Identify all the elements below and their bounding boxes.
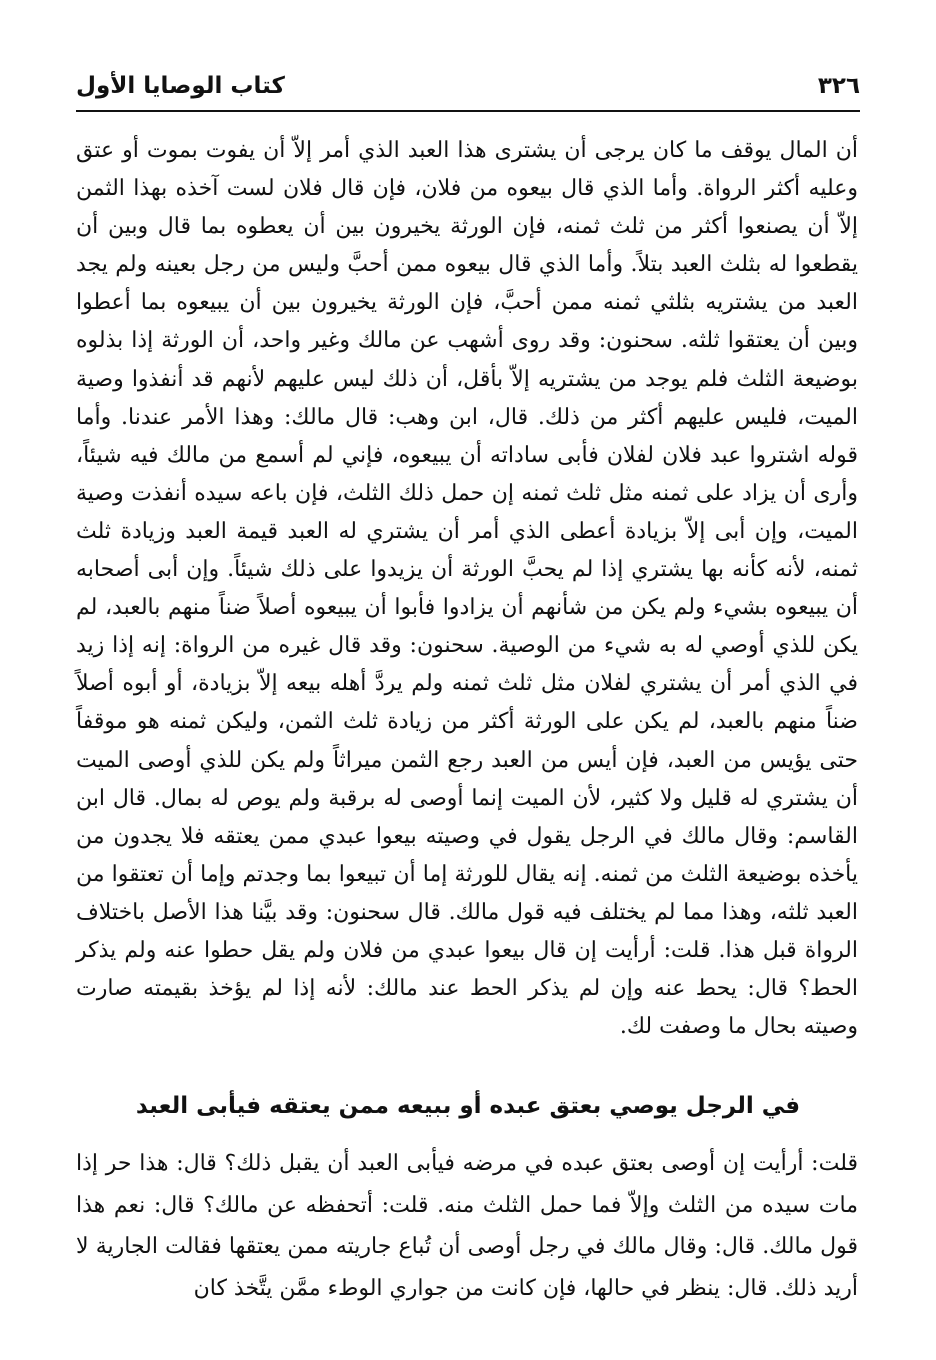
header-divider [76,110,860,112]
page-number: ٣٢٦ [817,73,860,99]
running-header [76,62,860,106]
section-paragraph: قلت: أرأيت إن أوصى بعتق عبده في مرضه فيأبى العبد أن يقبل ذلك؟ قال: هذا حر إذا مات سيده من الثلث وإلاّ فما حمل الثلث منه. قلت: أتحفظه عن مالك؟ قال: نعم هذا قول مالك. قال: وقال مالك في رجل أوصى أن تُباع جاريته ممن يعتقها فقالت الجارية لا أريد ذلك. قال: ينظر في حالها، فإن كانت من جواري الوطء ممَّن يتَّخذ كان [76,1151,858,1301]
section-title: في الرجل يوصي بعتق عبده أو ببيعه ممن يعتقه فيأبى العبد [135,1093,801,1119]
body-paragraph: أن المال يوقف ما كان يرجى أن يشترى هذا العبد الذي أمر إلاّ أن يفوت بموت أو عتق وعليه أكثر الرواة. وأما الذي قال بيعوه من فلان، فإن قال فلان لست آخذه بهذا الثمن إلاّ أن يصنعوا أكثر من ثلث ثمنه، فإن الورثة يخيرون بين أن يعطوه بما قال وبين أن يقطعوا له بثلث العبد بتلاً. وأما الذي قال بيعوه ممن أحبَّ وليس من رجل بعينه ولم يجد العبد من يشتريه بثلثي ثمنه ممن أحبَّ، فإن الورثة يخيرون بين أن يبيعوه بما أعطوا وبين أن يعتقوا ثلثه. سحنون: وقد روى أشهب عن مالك وغير واحد، أن الورثة إذا بذلوه بوضيعة الثلث فلم يوجد من يشتريه إلاّ بأقل، أن ذلك ليس عليهم لأنهم قد أنفذوا وصية الميت، فليس عليهم أكثر من ذلك. قال، ابن وهب: قال مالك: وهذا الأمر عندنا. وأما قوله اشتروا عبد فلان لفلان فأبى ساداته أن يبيعوه، فإني لم أسمع من مالك فيه شيئاً، وأرى أن يزاد على ثمنه مثل ثلث ثمنه إن حمل ذلك الثلث، فإن باعه سيده أنفذت وصية الميت، وإن أبى إلاّ بزيادة أعطى الذي أمر أن يشتري له العبد قيمة العبد وزيادة ثلث ثمنه، لأنه كأنه بها يشتري إذا لم يحبَّ الورثة أن يزيدوا على ذلك شيئاً. وإن أبى أصحابه أن يبيعوه بشيء ولم يكن من شأنهم أن يزادوا فأبوا أن يبيعوه أصلاً ضناً منهم بالعبد، لم يكن للذي أوصي له به شيء من الوصية. سحنون: وقد قال غيره من الرواة: إنه إذا زيد في الذي أمر أن يشتري لفلان مثل ثلث ثمنه ولم يردَّ أهله بيعه إلاّ بزيادة، أو أبوه أصلاً ضناً منهم بالعبد، لم يكن على الورثة أكثر من زيادة ثلث الثمن، وليكن ثمنه هو موقفاً حتى يؤيس من العبد، فإن أيس من العبد رجع الثمن ميراثاً ولم يكن للذي أوصى الميت أن يشتري له قليل ولا كثير، لأن الميت إنما أوصى له برقبة ولم يوص له بمال. قال ابن القاسم: وقال مالك في الرجل يقول في وصيته بيعوا عبدي ممن يعتقه فلا يجدون من يأخذه بوضيعة الثلث من ثمنه. إنه يقال للورثة إما أن تبيعوا بما وجدتم وإما أن تعتقوا من العبد ثلثه، وهذا مما لم يختلف فيه قول مالك. قال سحنون: وقد بيَّنا هذا الأصل باختلاف الرواة قبل هذا. قلت: أرأيت إن قال بيعوا عبدي من فلان ولم يقل حطوا عنه ولم يذكر الحط؟ قال: يحط عنه وإن لم يذكر الحط عند مالك: لأنه إذا لم يؤخذ بقيمته صارت وصيته بحال ما وصفت لك. [76,138,858,1040]
book-title: كتاب الوصايا الأول [76,73,285,99]
